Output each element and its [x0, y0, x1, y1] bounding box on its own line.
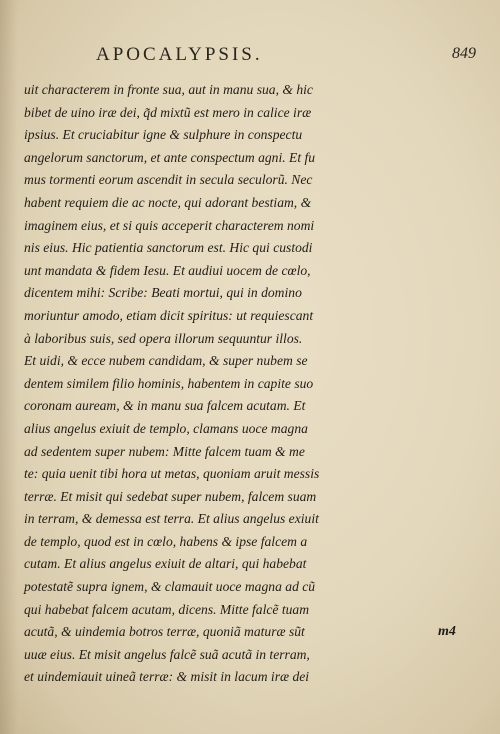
gutter-shadow	[0, 0, 18, 734]
text-line: ipsius. Et cruciabitur igne & sulphure in conspectu	[24, 127, 303, 143]
text-line: coronam auream, & in manu sua falcem acutam. Et	[24, 398, 306, 414]
text-line: qui habebat falcem acutam, dicens. Mitte falcẽ tuam	[24, 601, 310, 617]
signature-mark: m4	[438, 624, 456, 639]
running-head: APOCALYPSIS.	[96, 44, 263, 65]
text-line: ad sedentem super nubem: Mitte falcem tuam & me	[24, 443, 305, 459]
text-line: dentem similem filio hominis, habentem in capite suo	[24, 375, 314, 391]
text-line: cutam. Et alius angelus exiuit de altari, qui habebat	[24, 556, 307, 572]
text-line: unt mandata & fidem Iesu. Et audiui uocem de cœlo,	[24, 262, 311, 278]
text-line: uuæ eius. Et misit angelus falcẽ suã acutã in terram,	[24, 646, 310, 662]
text-line: dicentem mihi: Scribe: Beati mortui, qui in domino	[24, 285, 302, 301]
text-line: terræ. Et misit qui sedebat super nubem, falcem suam	[24, 488, 317, 504]
text-line: moriuntur amodo, etiam dicit spiritus: ut requiescant	[24, 307, 314, 323]
text-line: te: quia uenit tibi hora ut metas, quoniam aruit messis	[24, 466, 320, 482]
text-line: nis eius. Hic patientia sanctorum est. Hic qui custodi	[24, 240, 313, 256]
text-line: angelorum sanctorum, et ante conspectum agni. Et fu	[24, 149, 316, 165]
text-line: et uindemiauit uineã terræ: & misit in lacum iræ dei	[24, 669, 310, 685]
page-number: 849	[452, 45, 476, 62]
text-line: Et uidi, & ecce nubem candidam, & super nubem se	[24, 353, 308, 369]
text-line: de templo, quod est in cœlo, habens & ipse falcem a	[24, 533, 308, 549]
text-line: à laboribus suis, sed opera illorum sequuntur illos.	[24, 330, 303, 346]
text-line: uit characterem in fronte sua, aut in manu sua, & hic	[24, 82, 313, 97]
text-line: mus tormenti eorum ascendit in secula seculorũ. Nec	[24, 172, 313, 188]
text-line: in terram, & demessa est terra. Et alius angelus exiuit	[24, 511, 319, 527]
text-line: alius angelus exiuit de templo, clamans uoce magna	[24, 420, 308, 436]
text-line: acutã, & uindemia botros terræ, quoniã maturæ sũt	[24, 624, 305, 640]
text-line: bibet de uino iræ dei, q̃d mixtũ est mero in calice iræ	[24, 104, 312, 120]
text-line: potestatẽ supra ignem, & clamauit uoce magna ad cũ	[24, 579, 316, 595]
body-text	[24, 79, 394, 689]
text-line: habent requiem die ac nocte, qui adorant bestiam, &	[24, 194, 312, 210]
text-line: imaginem eius, et si quis acceperit characterem nomi	[24, 217, 315, 233]
